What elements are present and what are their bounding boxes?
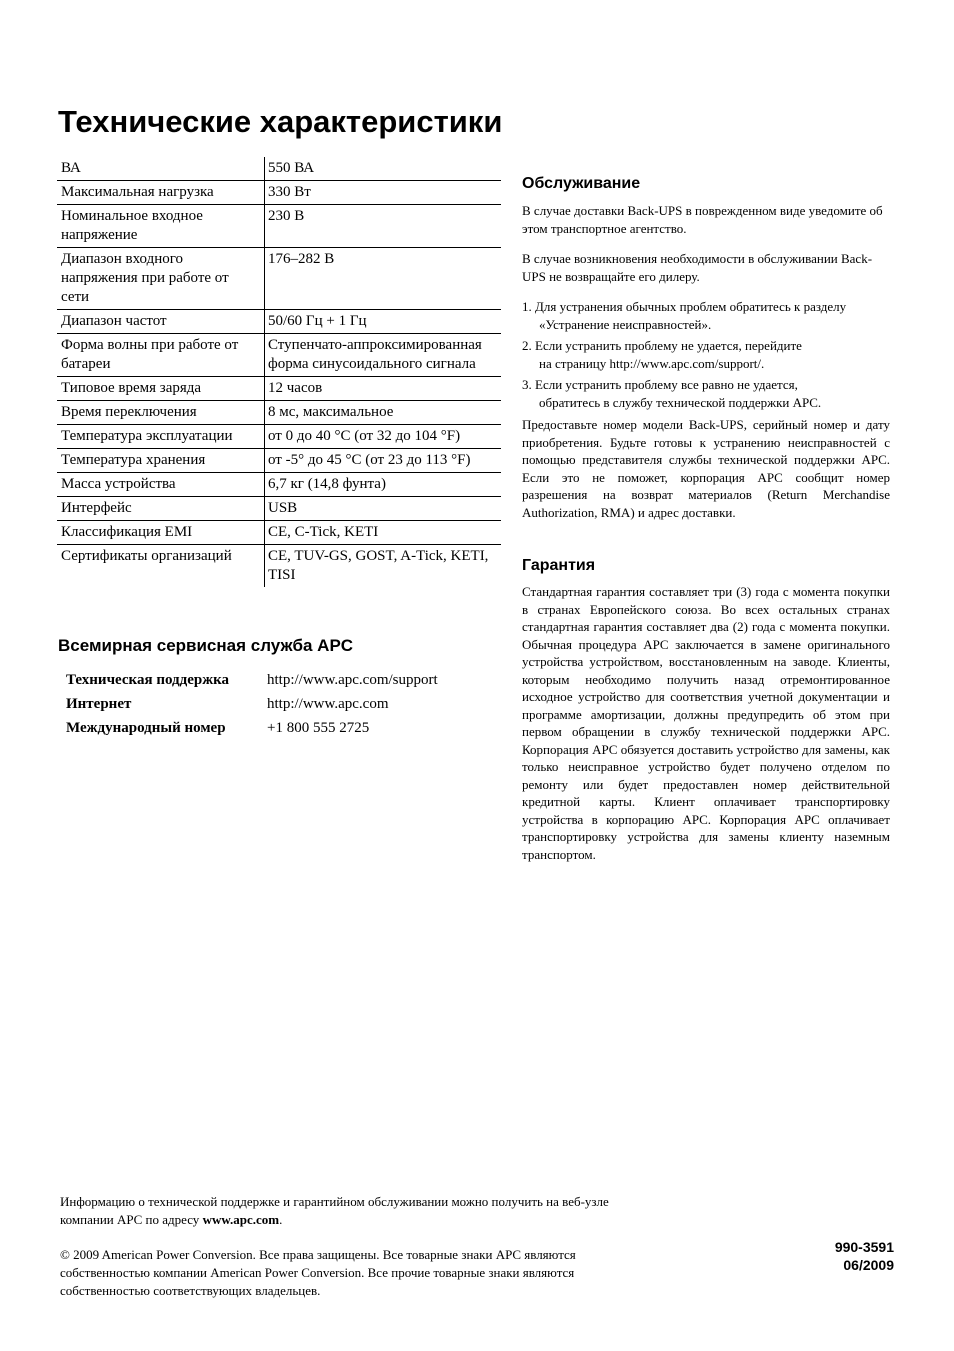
service-title: Всемирная сервисная служба APC [58,636,354,655]
step-item [522,298,890,333]
spec-label: Масса устройства [61,476,176,492]
spec-row [57,181,501,205]
spec-label: Форма волны при работе от батареи [61,337,239,372]
spec-value: 50/60 Гц + 1 Гц [265,310,502,334]
spec-row [57,248,501,310]
spec-row [57,425,501,449]
spec-value: USB [265,497,502,521]
spec-value: от 0 до 40 °C (от 32 до 104 °F) [265,425,502,449]
step-text: 1. Для устранения обычных проблем обратитесь к разделу [522,299,847,314]
maintenance-paragraph: В случае возникновения необходимости в обслуживании Back-UPS не возвращайте его дилеру. [522,251,873,284]
step-text: на страницу http://www.apc.com/support/. [539,355,765,371]
spec-label: ВА [61,160,81,176]
spec-label: Диапазон частот [61,313,167,329]
spec-value: CE, TUV-GS, GOST, A-Tick, KETI, TISI [265,545,502,588]
spec-value: CE, C-Tick, KETI [265,521,502,545]
warranty-text: Стандартная гарантия составляет три (3) года с момента покупки в странах Европейского союза. Во всех остальных странах стандартная гарантия составляет два (2) года с момента покупки. Обычная процедура APC заключается в замене оригинального устройства устройством, восстановленным на заводе. Клиенты, которым необходимо получить назад отремонтированное исходное устройство для соответствия учетной документации и программе амортизации, должны предупредить об этом при первом обращении в службу технической поддержки APC. Корпорация APC обязуется доставить устройство для замены, как только неисправное устройство будет получено отделом по ремонту или будет предоставлен номер действительной кредитной карты. Клиент оплачивает транспортировку устройства в корпорацию APC. Корпорация APC оплачивает транспортировку устройства для замены клиенту наземным транспортом. [522,584,890,862]
spec-row [57,497,501,521]
support-link[interactable]: http://www.apc.com/support [267,672,438,688]
service-row-support [66,668,438,692]
step-text: обратитесь в службу технической поддержки APC. [539,394,822,410]
footer-info-text: Информацию о технической поддержке и гарантийном обслуживании можно получить на веб-узле компании APC по адресу [60,1194,609,1227]
page-title: Технические характеристики [58,104,503,139]
spec-value: от -5° до 45 °C (от 23 до 113 °F) [265,449,502,473]
spec-value: Ступенчато-аппроксимированная форма синусоидального сигнала [265,334,502,377]
step-text: 2. Если устранить проблему не удается, перейдите [522,338,802,353]
spec-label: Классификация EMI [61,524,193,540]
spec-label: Время переключения [61,404,197,420]
spec-row [57,401,501,425]
apc-website-link[interactable]: www.apc.com [202,1212,280,1227]
spec-label: Диапазон входного напряжения при работе от сети [61,251,229,305]
copyright: © 2009 American Power Conversion. Все права защищены. Все товарные знаки APC являются собственностью компании American Power Conversion. Все прочие товарные знаки являются собственностью соответствующих владельцев. [60,1247,576,1298]
spec-value: 330 Вт [265,181,502,205]
step-text: 3. Если устранить проблему все равно не удается, [522,377,798,392]
maintenance-paragraph: Предоставьте номер модели Back-UPS, серийный номер и дату приобретения. Будьте готовы к устранению неисправностей с помощью представителя службы технической поддержки APC. Если это не поможет, корпорация APC сообщит номер разрешения на возврат материалов (Return Merchandise Authorization, RMA) и адрес доставки. [522,417,890,520]
phone-number: +1 800 555 2725 [267,720,370,736]
internet-link[interactable]: http://www.apc.com [267,696,389,712]
spec-value: 230 В [265,205,502,248]
spec-row [57,205,501,248]
service-label: Интернет [66,696,132,712]
service-row-internet [66,692,438,716]
spec-row [57,473,501,497]
spec-value: 6,7 кг (14,8 фунта) [265,473,502,497]
maintenance-steps [522,298,890,411]
service-label: Техническая поддержка [66,672,229,688]
step-text: «Устранение неисправностей». [539,316,712,332]
warranty-title: Гарантия [522,557,596,574]
service-contacts [66,668,438,740]
spec-row [57,545,501,588]
footer-info-end: . [279,1212,283,1227]
maintenance-title: Обслуживание [522,175,641,192]
document-date: 06/2009 [843,1257,894,1273]
spec-row [57,377,501,401]
spec-row [57,521,501,545]
spec-label: Температура хранения [61,452,206,468]
spec-row [57,449,501,473]
spec-row [57,334,501,377]
spec-label: Номинальное входное напряжение [61,208,203,243]
maintenance-paragraph: В случае доставки Back-UPS в поврежденном виде уведомите об этом транспортное агентство. [522,203,883,236]
service-label: Международный номер [66,720,226,736]
spec-label: Максимальная нагрузка [61,184,214,200]
service-row-phone [66,716,438,740]
spec-label: Сертификаты организаций [61,548,232,564]
spec-row [57,310,501,334]
spec-table [57,157,501,587]
spec-value: 8 мс, максимальное [265,401,502,425]
document-number: 990-3591 [834,1239,894,1255]
step-item [522,376,890,411]
spec-value: 176–282 В [265,248,502,310]
step-item [522,337,890,372]
footer-info [60,1193,660,1229]
spec-label: Температура эксплуатации [61,428,233,444]
spec-value: 12 часов [265,377,502,401]
spec-label: Интерфейс [61,500,132,516]
spec-value: 550 ВА [265,157,502,181]
spec-row [57,157,501,181]
spec-label: Типовое время заряда [61,380,202,396]
document-code [835,1238,894,1274]
